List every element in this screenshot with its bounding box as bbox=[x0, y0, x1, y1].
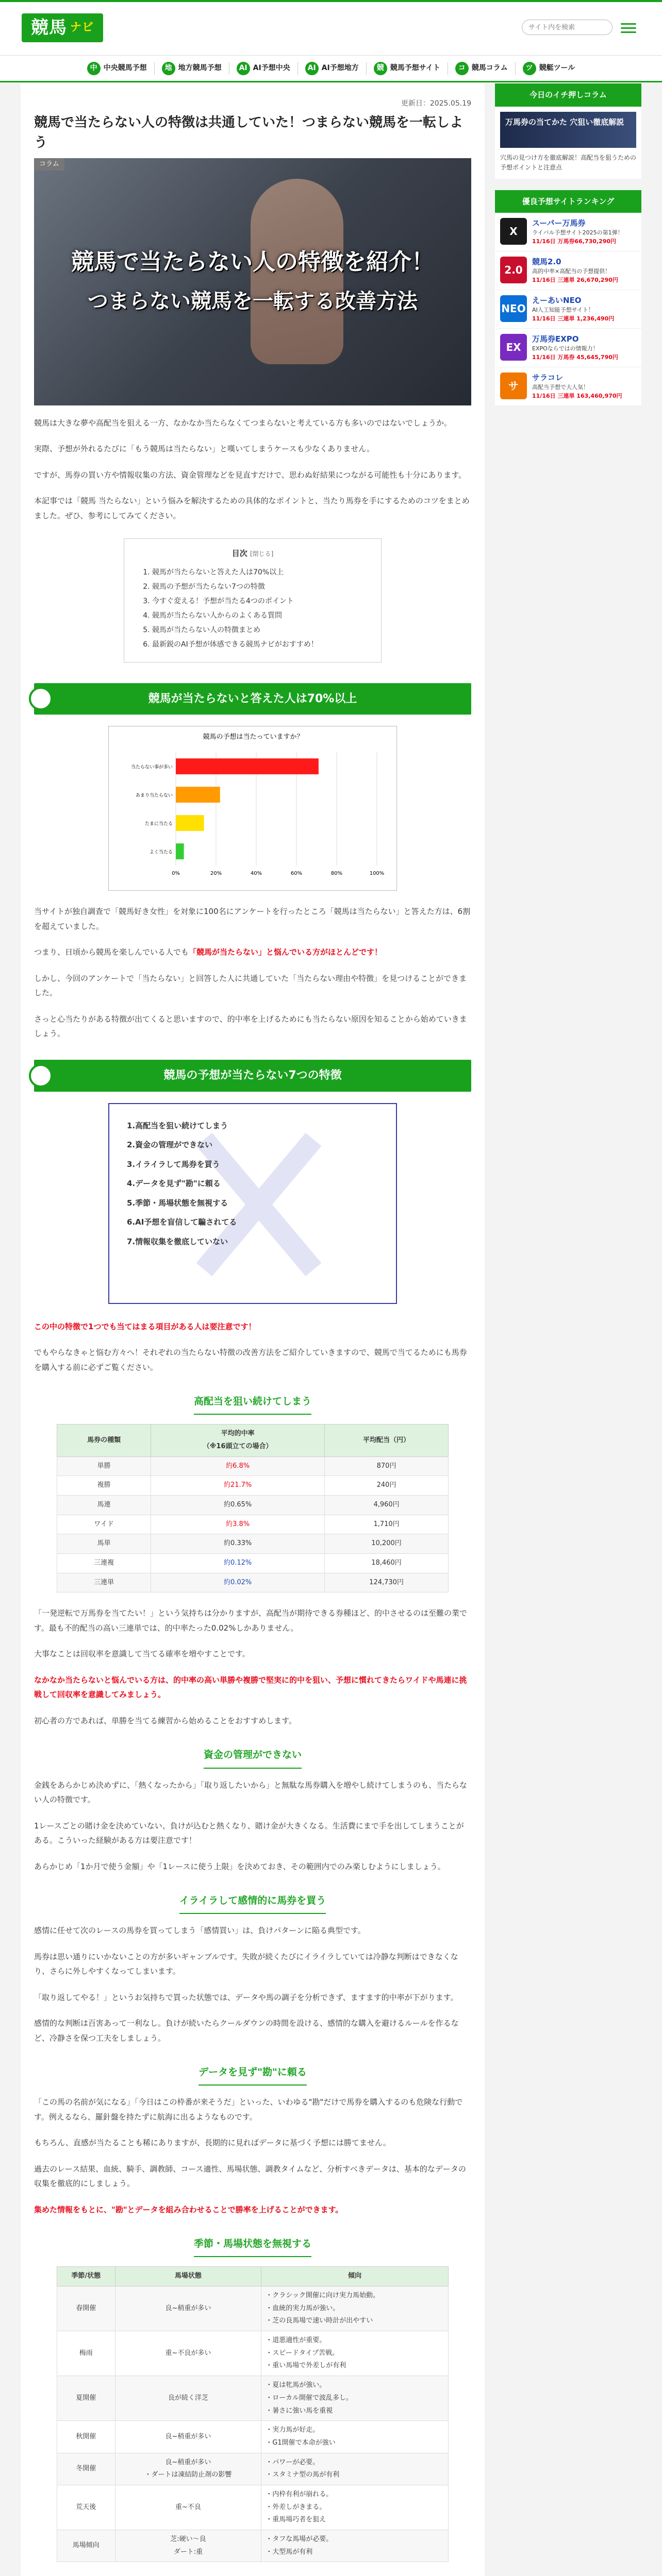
body-paragraph: 感情的な判断は百害あって一利なし。負けが続いたらクールダウンの時間を設ける、感情的な購入を避けるルールを作るなど、冷静さを保つ工夫をしましょう。 bbox=[34, 2019, 459, 2043]
table-row bbox=[57, 1515, 449, 1534]
table-cell: 重~不良が多い bbox=[115, 2331, 261, 2376]
table-cell: 三連単 bbox=[57, 1573, 151, 1592]
table-cell: 三連複 bbox=[57, 1554, 151, 1573]
updated-date: 更新日：2025.05.19 bbox=[401, 99, 471, 108]
nav-icon: AI bbox=[237, 62, 250, 75]
table-row bbox=[57, 2485, 449, 2530]
table-of-contents bbox=[124, 538, 382, 663]
table-cell: 良~稍重が多い bbox=[115, 2421, 261, 2453]
intro-paragraph: ですが、馬券の買い方や情報収集の方法、資金管理などを見直すだけで、思わぬ好結果につながる可能性も十分にあります。 bbox=[34, 470, 467, 480]
nav-label: AI予想地方 bbox=[321, 64, 359, 73]
category-label: あまり当たらない bbox=[135, 793, 173, 799]
table-cell: 馬単 bbox=[57, 1534, 151, 1554]
bar bbox=[176, 815, 204, 831]
site-desc: ライバル予想サイト2025の第1弾！ 11/16日 万馬券66,730,290円 bbox=[532, 229, 623, 245]
x-tick-label: 0% bbox=[172, 871, 180, 877]
table-cell: ・道悪適性が重要。 ・スピードタイプ苦戦。 ・重い馬場で外差しが有利 bbox=[261, 2331, 449, 2376]
sidebar bbox=[495, 83, 641, 2576]
bar bbox=[176, 758, 319, 774]
table-row bbox=[57, 1534, 449, 1554]
eyecatch-image bbox=[34, 158, 471, 405]
bar bbox=[176, 787, 220, 803]
table-cell: 約21.7% bbox=[151, 1476, 325, 1496]
nav-label: 中央競馬予想 bbox=[103, 64, 147, 73]
toc-toggle-link[interactable]: [閉じる] bbox=[250, 550, 274, 558]
body-paragraph: 金銭をあらかじめ決めずに、「熱くなったから」「取り返したいから」と無駄な馬券購入を増やし続けてしまうのも、当たらない人の特徴です。 bbox=[34, 1780, 468, 1805]
site-name: サラコレ bbox=[532, 373, 564, 383]
nav-icon: 競 bbox=[374, 62, 387, 75]
nav-divider bbox=[366, 62, 367, 75]
nav-item-tools[interactable] bbox=[523, 61, 575, 75]
bar bbox=[176, 843, 184, 859]
table-cell: 芝:硬い〜良 ダート:重 bbox=[115, 2530, 261, 2562]
nav-icon: AI bbox=[305, 62, 319, 75]
section-heading bbox=[34, 1060, 471, 1092]
ranking-list bbox=[495, 213, 641, 406]
table-cell: 馬場傾向 bbox=[57, 2530, 115, 2562]
category-label[interactable]: コラム bbox=[34, 158, 64, 171]
table-cell: ・実力馬が好走。 ・G1開催で本命が強い bbox=[261, 2421, 449, 2453]
table-cell: 良が続く洋芝 bbox=[115, 2376, 261, 2421]
hit-rate-table bbox=[57, 1424, 449, 1592]
table-row bbox=[57, 1496, 449, 1515]
site-search-input[interactable] bbox=[522, 20, 613, 35]
survey-paragraph: 当サイトが独自調査で「競馬好き女性」を対象に100名にアンケートを行ったところ「競馬は当たらない」と答えた方は、6割を超えていました。 bbox=[34, 907, 471, 931]
site-desc: EXPOならではの情報力！ 11/16日 万馬券 45,645,790円 bbox=[532, 345, 618, 361]
intro-paragraph: 競馬は大きな夢や高配当を狙える一方、なかなか当たらなくてつまらないと考えている方も多いのではないでしょうか。 bbox=[34, 418, 452, 428]
site-desc: 高配当予想で大人気！ 11/16日 三連単 163,460,970円 bbox=[532, 384, 622, 399]
survey-paragraph: しかし、今回のアンケートで「当たらない」と回答した人に共通していた「当たらない理由や特徴」を見つけることができました。 bbox=[34, 973, 467, 998]
body-paragraph: 「この馬の名前が気になる」「今日はこの枠番が来そうだ」といった、いわゆる"勘"だけで馬券を購入するのも危険な行動です。例えるなら、羅針盤を持たずに航海に出るようなものです。 bbox=[34, 2097, 463, 2122]
ball-icon bbox=[29, 687, 53, 710]
table-cell: 馬連 bbox=[57, 1496, 151, 1515]
global-nav bbox=[0, 56, 662, 82]
nav-label: AI予想中央 bbox=[253, 64, 290, 73]
chart-title: 競馬の予想は当たっていますか？ bbox=[203, 733, 304, 741]
site-logo-icon: EX bbox=[500, 334, 527, 361]
table-cell: 約0.02% bbox=[151, 1573, 325, 1592]
body-paragraph: 初心者の方であれば、単勝を当てる練習から始めることをおすすめします。 bbox=[34, 1716, 296, 1725]
category-label: よく当たる bbox=[149, 850, 173, 855]
point-item: 1.高配当を狙い続けてしまう bbox=[127, 1121, 228, 1130]
table-cell: ワイド bbox=[57, 1515, 151, 1534]
table-row bbox=[57, 1573, 449, 1592]
seven-points-box bbox=[108, 1103, 397, 1304]
table-cell: ・パワーが必要。 ・スタミナ型の馬が有利 bbox=[261, 2453, 449, 2485]
table-row bbox=[57, 2453, 449, 2485]
nav-divider bbox=[297, 62, 298, 75]
column-link[interactable]: 穴馬の見つけ方を徹底解説！高配当を狙うための予想ポイントと注意点 bbox=[500, 154, 637, 171]
body-paragraph: 大事なことは回収率を意識して当てる確率を増やすことです。 bbox=[34, 1649, 250, 1659]
site-logo[interactable] bbox=[22, 13, 103, 42]
table-cell: 4,960円 bbox=[325, 1496, 449, 1515]
table-cell: 秋開催 bbox=[57, 2421, 115, 2453]
nav-item-chiho[interactable] bbox=[162, 61, 222, 75]
table-cell: 10,200円 bbox=[325, 1534, 449, 1554]
column-banner[interactable]: 万馬券の当てかた 穴狙い徹底解説 bbox=[500, 112, 636, 148]
table-cell: 約3.8% bbox=[151, 1515, 325, 1534]
hamburger-menu-icon[interactable] bbox=[619, 19, 638, 37]
table-cell: 複勝 bbox=[57, 1476, 151, 1496]
subsection-heading: イライラして感情的に馬券を買う bbox=[179, 1891, 326, 1914]
table-cell: 春開催 bbox=[57, 2286, 115, 2331]
body-paragraph: 馬券は思い通りにいかないことの方が多いギャンブルです。失敗が続くたびにイライラしていては冷静な判断はできなくなり、さらに外しやすくなってしまいます。 bbox=[34, 1952, 458, 1976]
widget-heading: 優良予想サイトランキング bbox=[495, 190, 641, 213]
nav-label: 競艇ツール bbox=[539, 64, 575, 73]
article-main bbox=[21, 83, 485, 2576]
survey-paragraph: さっと心当たりがある特徴が出てくると思いますので、的中率を上げるためにも当たらない原因を知ることから始めていきましょう。 bbox=[34, 1014, 467, 1039]
table-row bbox=[57, 2331, 449, 2376]
x-tick-label: 80% bbox=[330, 871, 343, 877]
logo-main-text: 競馬 bbox=[31, 17, 67, 38]
table-row bbox=[57, 2530, 449, 2562]
nav-item-ai-chuo[interactable] bbox=[237, 61, 290, 75]
points-paragraph: でもやらなきゃと悩む方々へ！それぞれの当たらない特徴の改善方法をご紹介していきますので、競馬で当てるためにも馬券を購入する前に必ずご覧ください。 bbox=[34, 1348, 467, 1372]
table-cell: 1,710円 bbox=[325, 1515, 449, 1534]
table-header: 馬場状態 bbox=[115, 2267, 261, 2286]
table-cell: 良~稍重が多い ・ダートは凍結防止剤の影響 bbox=[115, 2453, 261, 2485]
table-cell: 良~稍重が多い bbox=[115, 2286, 261, 2331]
toc-title: 目次 bbox=[231, 549, 247, 558]
survey-highlight: 「競馬が当たらない」と悩んでいる方がほとんどです！ bbox=[189, 947, 383, 957]
table-cell: 124,730円 bbox=[325, 1573, 449, 1592]
body-paragraph: 過去のレース結果、血統、騎手、調教師、コース適性、馬場状態、調教タイムなど、分析すべきデータは、基本的なデータの収集を徹底的にしましょう。 bbox=[34, 2164, 466, 2189]
body-paragraph: もちろん、直感が当たることも稀にありますが、長期的に見ればデータに基づく予想には勝てません。 bbox=[34, 2138, 391, 2148]
survey-chart bbox=[108, 726, 397, 891]
nav-item-column[interactable] bbox=[455, 61, 508, 75]
table-cell: 約0.33% bbox=[151, 1534, 325, 1554]
intro-paragraph: 本記事では「競馬 当たらない」という悩みを解決するための具体的なポイントと、当たり馬券を手にするためのコツをまとめました。ぜひ、参考にしてみてください。 bbox=[34, 496, 470, 520]
table-cell: ・タフな馬場が必要。 ・大型馬が有利 bbox=[261, 2530, 449, 2562]
section-heading bbox=[34, 683, 471, 715]
toc-item[interactable]: 3. 今すぐ変える！予想が当たる4つのポイント bbox=[152, 594, 366, 608]
nav-item-sites[interactable] bbox=[374, 61, 440, 75]
subsection-heading: 季節・馬場状態を無視する bbox=[194, 2234, 311, 2257]
table-row bbox=[57, 1554, 449, 1573]
table-cell: 約0.65% bbox=[151, 1496, 325, 1515]
ranking-item[interactable] bbox=[495, 367, 641, 406]
table-row bbox=[57, 2421, 449, 2453]
sidebar-ranking-widget bbox=[495, 190, 641, 406]
site-logo-icon: NEO bbox=[500, 295, 527, 322]
article-title: 競馬で当たらない人の特徴は共通していた！つまらない競馬を一転しよう bbox=[34, 114, 464, 150]
category-label: 当たらない事が多い bbox=[130, 765, 173, 770]
table-cell: 18,460円 bbox=[325, 1554, 449, 1573]
x-tick-label: 100% bbox=[369, 871, 385, 877]
site-desc: 高的中率×高配当の予想提供！ 11/16日 三連単 26,670,290円 bbox=[532, 268, 618, 283]
site-name: スーパー万馬券 bbox=[532, 218, 586, 228]
table-header: 馬券の種類 bbox=[57, 1425, 151, 1456]
table-cell: ・クラシック開催に向け実力馬始動。 ・血統的実力馬が強い。 ・芝の良馬場で速い時計が出やすい bbox=[261, 2286, 449, 2331]
header-accent-bar bbox=[0, 0, 662, 2]
nav-label: 競馬予想サイト bbox=[390, 64, 440, 73]
site-name: 競馬2.0 bbox=[532, 257, 561, 267]
table-cell: 冬開催 bbox=[57, 2453, 115, 2485]
table-cell: 約0.12% bbox=[151, 1554, 325, 1573]
table-header: 平均的中率 （※16頭立ての場合） bbox=[151, 1425, 325, 1456]
toc-item[interactable]: 4. 競馬が当たらない人からのよくある質問 bbox=[152, 608, 366, 623]
survey-paragraph bbox=[34, 945, 471, 960]
site-name: えーあいNEO bbox=[532, 296, 582, 306]
eyecatch-subheadline: つまらない競馬を一転する改善方法 bbox=[88, 289, 418, 313]
ranking-item[interactable] bbox=[495, 213, 641, 251]
ranking-item[interactable] bbox=[495, 329, 641, 367]
toc-item[interactable]: 1. 競馬が当たらないと答えた人は70%以上 bbox=[152, 565, 366, 580]
nav-icon: 地 bbox=[162, 62, 175, 75]
section-heading-text: 競馬の予想が当たらない7つの特徴 bbox=[163, 1069, 342, 1082]
table-cell: ・内枠有利が崩れる。 ・外差しがきまる。 ・重馬場巧者を狙え bbox=[261, 2485, 449, 2530]
table-cell: 荒天後 bbox=[57, 2485, 115, 2530]
table-row bbox=[57, 1476, 449, 1496]
table-cell: ・夏は牝馬が強い。 ・ローカル開催で波乱多し。 ・暑さに強い馬を重視 bbox=[261, 2376, 449, 2421]
ranking-item[interactable] bbox=[495, 251, 641, 290]
point-item: 7.情報収集を徹底していない bbox=[127, 1236, 228, 1246]
table-cell: 870円 bbox=[325, 1456, 449, 1476]
table-row bbox=[57, 2376, 449, 2421]
body-paragraph: あらかじめ「1か月で使う金額」や「1レースに使う上限」を決めておき、その範囲内でのみ楽しむようにしましょう。 bbox=[34, 1861, 445, 1871]
nav-icon: ツ bbox=[523, 62, 536, 75]
table-cell: 梅雨 bbox=[57, 2331, 115, 2376]
table-header: 傾向 bbox=[261, 2267, 449, 2286]
site-desc: AI人工知能予想サイト！ 11/16日 三連単 1,236,490円 bbox=[532, 307, 615, 322]
body-paragraph: 感情に任せて次のレースの馬券を買ってしまう「感情買い」は、負けパターンに陥る典型です。 bbox=[34, 1926, 366, 1936]
x-tick-label: 40% bbox=[250, 871, 262, 877]
body-paragraph: 「取り返してやる！」というお気持ちで買った状態では、データや馬の調子を分析できず、ますます的中率が下がります。 bbox=[34, 1992, 458, 2002]
subsection-heading: 高配当を狙い続けてしまう bbox=[194, 1392, 311, 1415]
season-track-table bbox=[57, 2266, 449, 2562]
point-item: 4.データを見ず"勘"に頼る bbox=[127, 1179, 221, 1189]
table-cell: 重~不良 bbox=[115, 2485, 261, 2530]
page-wrapper bbox=[21, 83, 641, 2576]
logo-sub-text: ナビ bbox=[70, 21, 94, 35]
body-paragraph: 1レースごとの賭け金を決めていない、負けが込むと熱くなり、賭け金が大きくなる。生活費にまで手を出してしまうことがある。こういった経験がある方は要注意です！ bbox=[34, 1821, 464, 1845]
section-heading-text: 競馬が当たらないと答えた人は70%以上 bbox=[148, 692, 357, 705]
subsection-heading: 資金の管理ができない bbox=[204, 1745, 302, 1768]
ball-icon bbox=[29, 1064, 53, 1088]
ranking-item[interactable] bbox=[495, 290, 641, 329]
table-row bbox=[57, 1456, 449, 1476]
survey-text: つまり、日頃から競馬を楽しんでいる人でも bbox=[34, 947, 189, 957]
points-warning: この中の特徴で1つでも当てはまる項目がある人は要注意です！ bbox=[34, 1321, 256, 1331]
body-paragraph: なかなか当たらないと悩んでいる方は、的中率の高い単勝や複勝で堅実に的中を狙い、予想に慣れてきたらワイドや馬連に挑戦して回収率を意識してみましょう。 bbox=[34, 1675, 467, 1700]
site-logo-icon: X bbox=[500, 218, 527, 245]
body-paragraph: 集めた情報をもとに、"勘"とデータを組み合わせることで勝率を上げることができます。 bbox=[34, 2205, 343, 2214]
toc-item[interactable]: 6. 最新鋭のAI予想が体感できる競馬ナビがおすすめ！ bbox=[152, 637, 366, 652]
x-tick-label: 20% bbox=[210, 871, 222, 877]
table-row bbox=[57, 2286, 449, 2331]
site-logo-icon: サ bbox=[500, 372, 527, 399]
category-label: たまに当たる bbox=[144, 821, 173, 827]
toc-item[interactable]: 5. 競馬が当たらない人の特徴まとめ bbox=[152, 623, 366, 637]
site-logo-icon: 2.0 bbox=[500, 257, 527, 283]
nav-icon: 中 bbox=[87, 62, 101, 75]
widget-heading: 今日のイチ押しコラム bbox=[495, 83, 641, 107]
nav-divider bbox=[154, 62, 155, 75]
table-header: 季節/状態 bbox=[57, 2267, 115, 2286]
table-cell: 約6.8% bbox=[151, 1456, 325, 1476]
nav-divider bbox=[515, 62, 516, 75]
table-cell: 240円 bbox=[325, 1476, 449, 1496]
subsection-heading: データを見ず"勘"に頼る bbox=[198, 2063, 307, 2086]
table-cell: 単勝 bbox=[57, 1456, 151, 1476]
point-item: 2.資金の管理ができない bbox=[127, 1140, 213, 1150]
nav-icon: コ bbox=[455, 62, 469, 75]
sidebar-column-widget bbox=[495, 83, 641, 179]
nav-item-chuo[interactable] bbox=[87, 61, 147, 75]
nav-label: 地方競馬予想 bbox=[178, 64, 222, 73]
table-cell: 夏開催 bbox=[57, 2376, 115, 2421]
point-item: 5.季節・馬場状態を無視する bbox=[127, 1198, 228, 1208]
site-header bbox=[0, 0, 662, 56]
body-paragraph: 「一発逆転で万馬券を当てたい！」という気持ちは分かりますが、高配当が期待できる券種ほど、的中させるのは至難の業です。最も不的配当の高い三連単では、的中率たった0.02%しかありません。 bbox=[34, 1608, 468, 1633]
nav-label: 競馬コラム bbox=[471, 64, 508, 73]
x-tick-label: 60% bbox=[290, 871, 303, 877]
toc-item[interactable]: 2. 競馬の予想が当たらない7つの特徴 bbox=[152, 580, 366, 594]
eyecatch-headline: 競馬で当たらない人の特徴を紹介！ bbox=[71, 248, 434, 275]
nav-item-ai-chiho[interactable] bbox=[305, 61, 359, 75]
table-header: 平均配当（円） bbox=[325, 1425, 449, 1456]
site-name: 万馬券EXPO bbox=[532, 334, 579, 344]
survey-bar-chart bbox=[109, 726, 398, 891]
point-item: 3.イライラして馬券を買う bbox=[127, 1159, 220, 1169]
intro-paragraph: 実際、予想が外れるたびに「もう競馬は当たらない」と嘆いてしまうケースも少なくありません。 bbox=[34, 444, 375, 454]
point-item: 6.AI予想を盲信して騙されてる bbox=[127, 1217, 237, 1227]
